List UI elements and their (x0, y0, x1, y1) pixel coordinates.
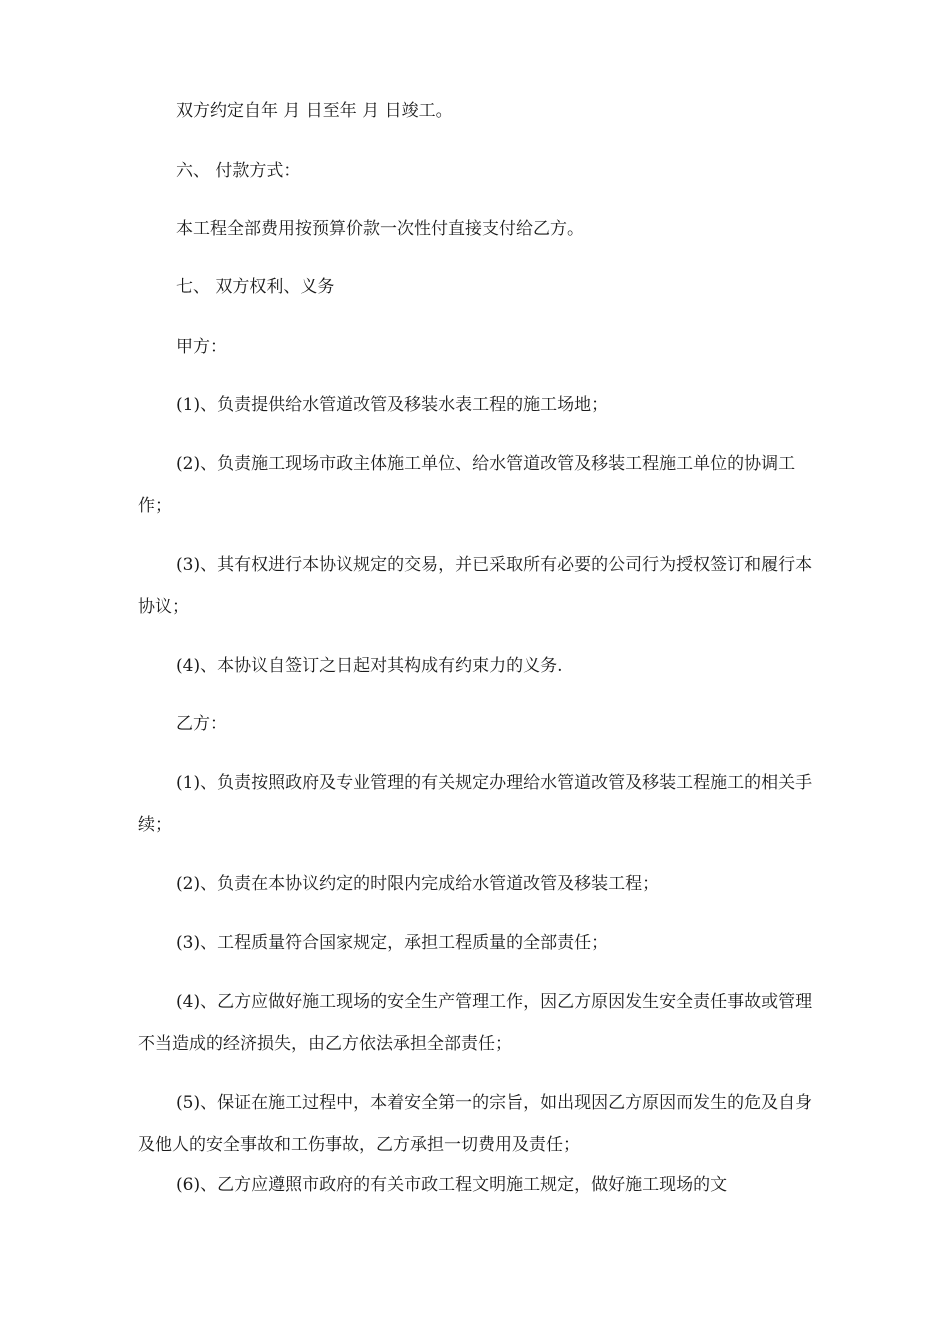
party-b-label: 乙方： (176, 714, 227, 734)
party-b-item-5: (5)、保证在施工过程中，本着安全第一的宗旨，如出现因乙方原因而发生的危及自身及他人的安全事故和工伤事故，乙方承担一切费用及责任； (138, 1093, 813, 1155)
party-a-item-4: (4)、本协议自签订之日起对其构成有约束力的义务. (176, 656, 563, 676)
completion-date-paragraph: 双方约定自年 月 日至年 月 日竣工。 (176, 101, 453, 121)
party-b-item-3: (3)、工程质量符合国家规定，承担工程质量的全部责任； (176, 933, 609, 953)
party-a-item-1: (1)、负责提供给水管道改管及移装水表工程的施工场地； (176, 395, 609, 415)
party-a-item-3: (3)、其有权进行本协议规定的交易，并已采取所有必要的公司行为授权签订和履行本协议； (138, 555, 813, 617)
party-b-item-4: (4)、乙方应做好施工现场的安全生产管理工作，因乙方原因发生安全责任事故或管理不当造成的经济损失，由乙方依法承担全部责任； (138, 992, 813, 1054)
section-six-heading: 六、 付款方式： (176, 161, 301, 181)
party-b-item-1: (1)、负责按照政府及专业管理的有关规定办理给水管道改管及移装工程施工的相关手续； (138, 773, 813, 835)
party-b-item-2: (2)、负责在本协议约定的时限内完成给水管道改管及移装工程； (176, 874, 660, 894)
party-b-item-6: (6)、乙方应遵照市政府的有关市政工程文明施工规定，做好施工现场的文 (176, 1175, 728, 1195)
party-a-label: 甲方： (176, 337, 227, 357)
payment-method-paragraph: 本工程全部费用按预算价款一次性付直接支付给乙方。 (176, 219, 584, 239)
party-a-item-2: (2)、负责施工现场市政主体施工单位、给水管道改管及移装工程施工单位的协调工作； (138, 454, 796, 516)
section-seven-heading: 七、 双方权利、义务 (176, 277, 335, 297)
